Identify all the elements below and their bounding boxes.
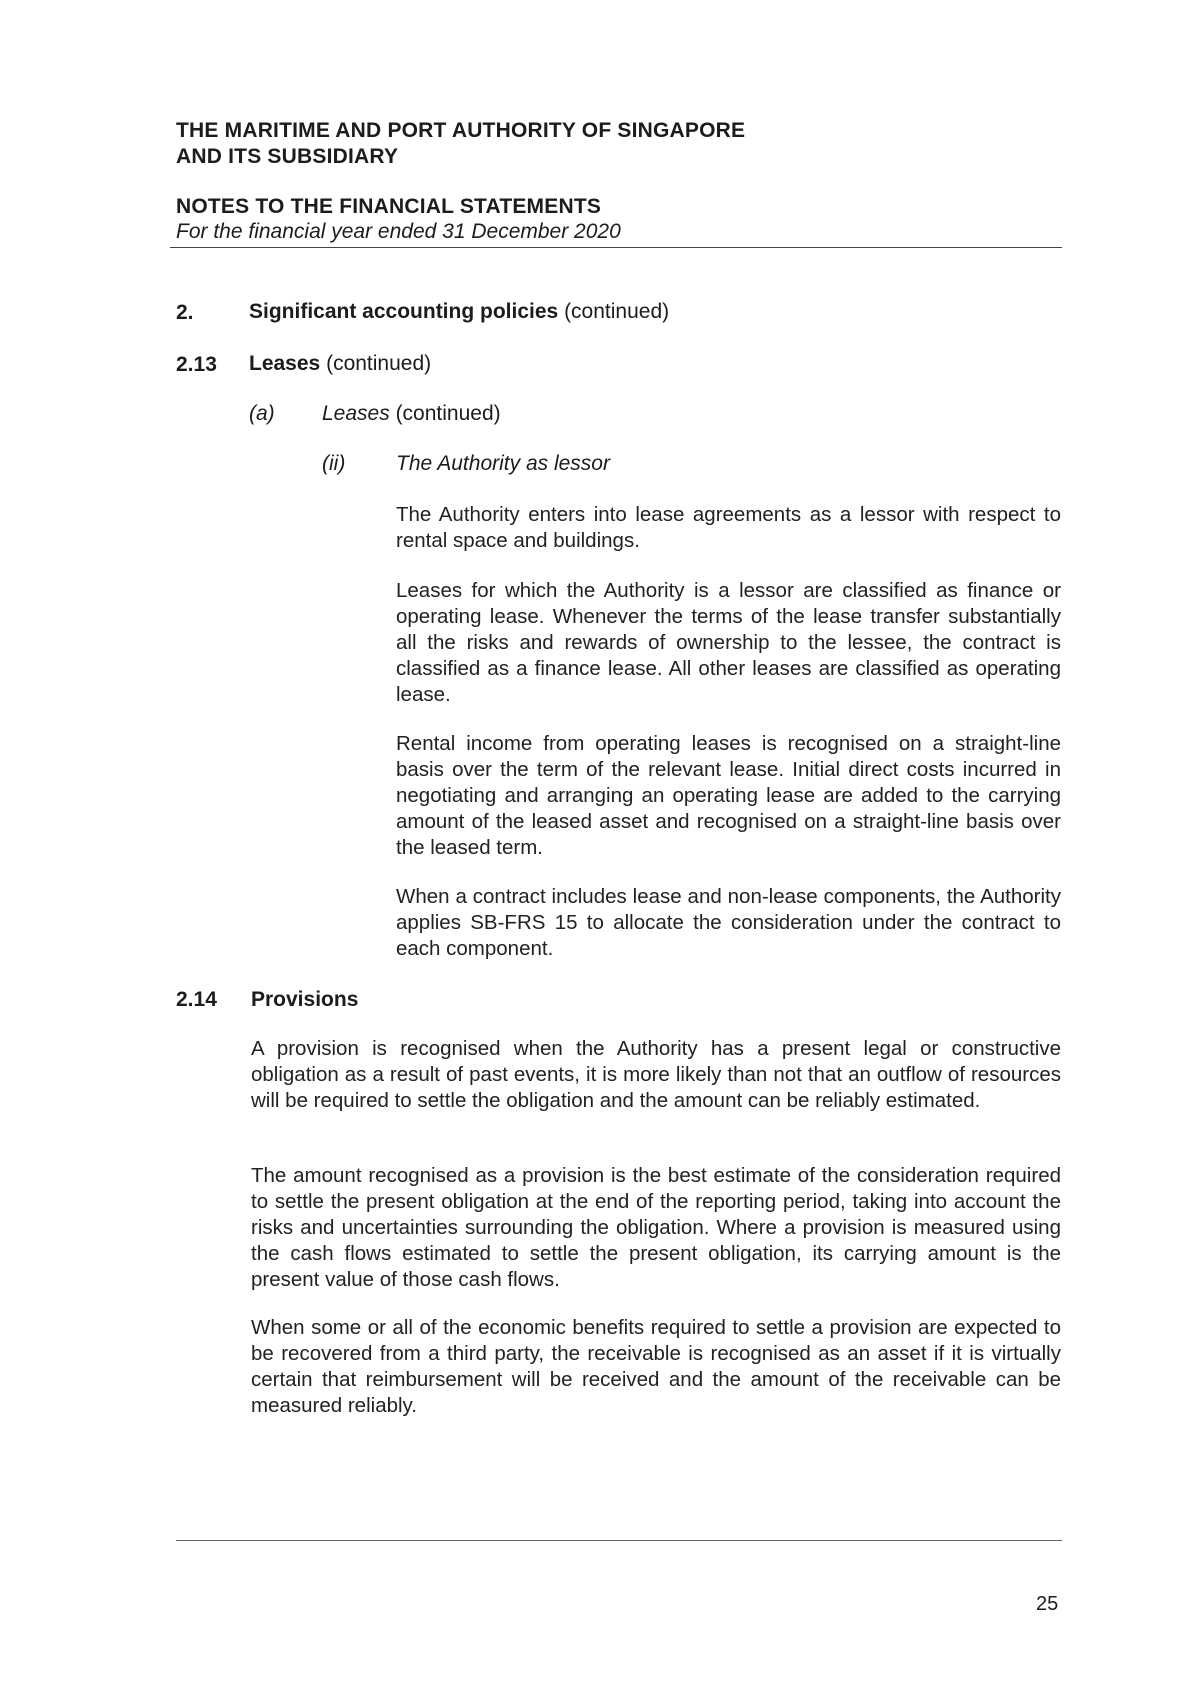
org-name-line2: AND ITS SUBSIDIARY [176,145,399,168]
lessor-paragraph-4: When a contract includes lease and non-lease components, the Authority applies SB-FRS 15 to allocate the consideration under the contract to each component. [396,885,1061,960]
subsection-a-suffix: (continued) [395,402,501,425]
section-2-13-heading [249,352,431,376]
subsection-a-heading [322,402,501,426]
provisions-paragraph-3: When some or all of the economic benefits required to settle a provision are expected to be recovered from a third party, the receivable is recognised as an asset if it is virtually certain that reimbursement will be received and the amount of the receivable can be measured reliably. [251,1316,1061,1417]
section-2-13-suffix: (continued) [326,352,432,375]
provisions-paragraph-2: The amount recognised as a provision is the best estimate of the consideration required to settle the present obligation at the end of the reporting period, taking into account the risks and uncertainties surrounding the obligation. Where a provision is measured using the cash flows estimated to settle the present obligation, its carrying amount is the present value of those cash flows. [251,1164,1061,1291]
document-title: NOTES TO THE FINANCIAL STATEMENTS [176,195,602,218]
section-2-suffix: (continued) [564,300,670,323]
section-2-13-number: 2.13 [176,353,217,376]
reporting-period: For the financial year ended 31 December 2020 [176,220,621,243]
subsection-ii-label: (ii) [322,452,346,475]
provisions-paragraph-1: A provision is recognised when the Authority has a present legal or constructive obligation as a result of past events, it is more likely than not that an outflow of resources will be required to settle the obligation and the amount can be reliably estimated. [251,1037,1061,1112]
lessor-paragraph-1: The Authority enters into lease agreements as a lessor with respect to rental space and buildings. [396,503,1061,552]
header-divider [170,247,1062,248]
section-2-number: 2. [176,301,194,324]
section-2-14-title: Provisions [251,988,359,1011]
lessor-paragraph-2: Leases for which the Authority is a lessor are classified as finance or operating lease. Whenever the terms of the lease transfer substantially all the risks and rewards of ownership to the lessee, the contract is classified as a finance lease. All other leases are classified as operating lease. [396,579,1061,706]
subsection-ii-title: The Authority as lessor [396,452,610,475]
section-2-14-number: 2.14 [176,988,217,1011]
footer-divider [176,1540,1062,1541]
section-2-title: Significant accounting policies [249,300,559,323]
lessor-paragraph-3: Rental income from operating leases is recognised on a straight-line basis over the term of the relevant lease. Initial direct costs incurred in negotiating and arranging an operating lease are added to the carrying amount of the leased asset and recognised on a straight-line basis over the leased term. [396,732,1061,859]
subsection-a-label: (a) [249,402,275,425]
subsection-a-title: Leases [322,402,390,425]
section-2-13-title: Leases [249,352,321,375]
section-2-heading [249,300,669,324]
page-number: 25 [1036,1593,1059,1615]
org-name-line1: THE MARITIME AND PORT AUTHORITY OF SINGAPORE [176,119,746,142]
